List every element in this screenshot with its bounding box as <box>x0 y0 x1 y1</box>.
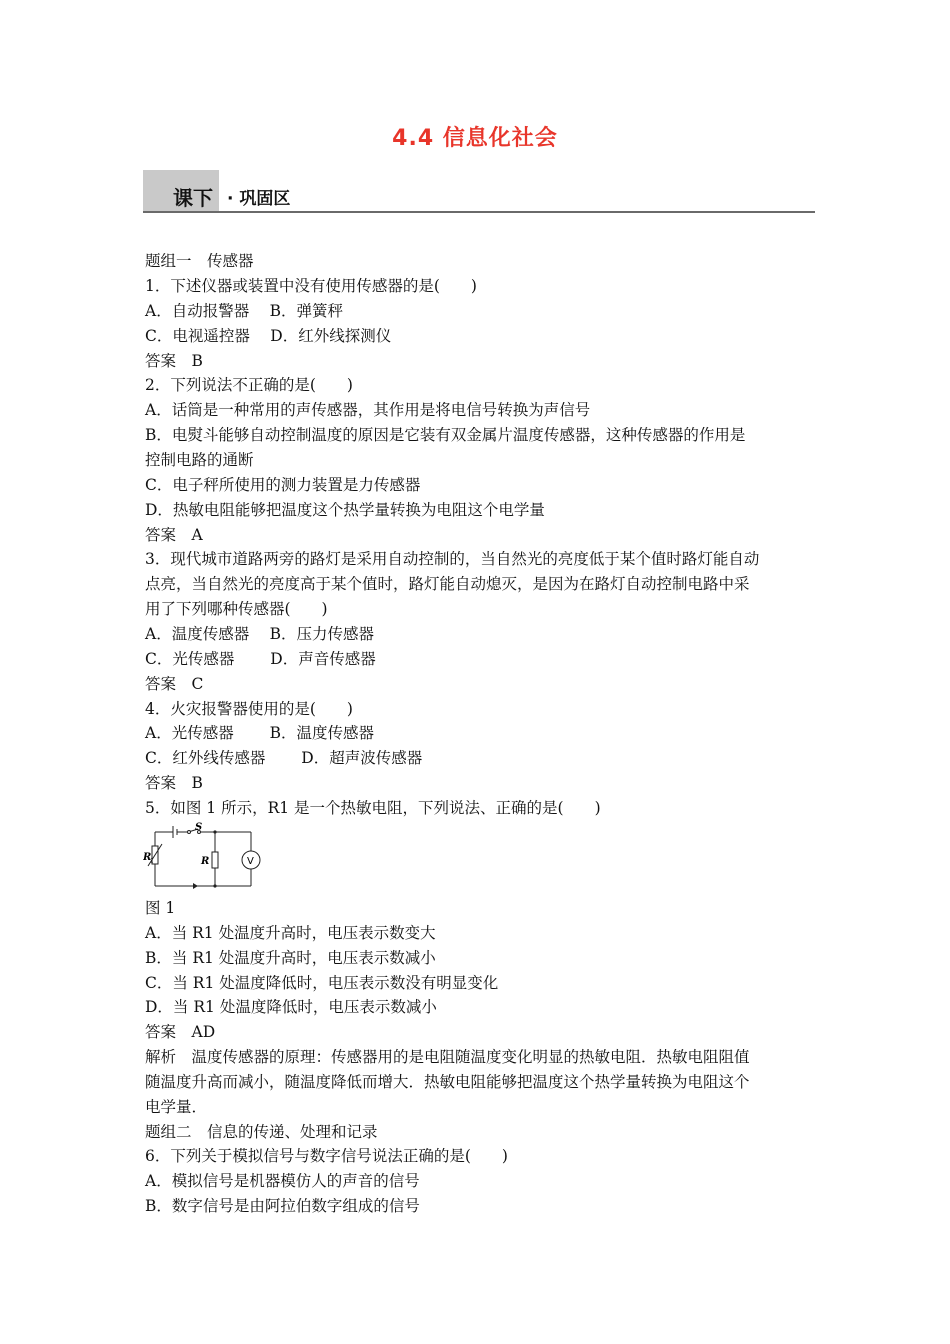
group-heading-sensors: 题组一 传感器 <box>145 252 254 270</box>
question-1-options-cd: C．电视遥控器 D．红外线探测仪 <box>145 327 392 345</box>
voltmeter-label: V <box>247 856 254 867</box>
figure-caption: 图 1 <box>145 899 176 917</box>
banner-main-label: 课下 <box>173 186 213 210</box>
section-banner <box>143 170 815 214</box>
question-5-option-d: D．当 R1 处温度降低时，电压表示数减小 <box>145 998 437 1016</box>
question-2-option-d: D．热敏电阻能够把温度这个热学量转换为电阻这个电学量 <box>145 501 545 519</box>
question-4-options-cd: C．红外线传感器 D．超声波传感器 <box>145 749 423 767</box>
question-2-option-b: B．电熨斗能够自动控制温度的原因是它装有双金属片温度传感器，这种传感器的作用是 <box>145 426 746 444</box>
question-1-options-ab: A．自动报警器 B．弹簧秤 <box>145 302 344 320</box>
question-3-options-cd: C．光传感器 D．声音传感器 <box>145 650 376 668</box>
question-5-explanation-cont-1: 随温度升高而减小，随温度降低而增大．热敏电阻能够把温度这个热学量转换为电阻这个 <box>145 1073 750 1091</box>
question-4-answer: 答案 B <box>145 774 203 792</box>
question-6-option-a: A．模拟信号是机器模仿人的声音的信号 <box>145 1172 420 1190</box>
question-2-option-b-cont: 控制电路的通断 <box>145 451 254 469</box>
question-3-cont-1: 点亮，当自然光的亮度高于某个值时，路灯能自动熄灭，是因为在路灯自动控制电路中采 <box>145 575 750 593</box>
question-1: 1．下述仪器或装置中没有使用传感器的是( ) <box>145 277 477 295</box>
question-3-options-ab: A．温度传感器 B．压力传感器 <box>145 625 375 643</box>
question-5-option-c: C．当 R1 处温度降低时，电压表示数没有明显变化 <box>145 974 499 992</box>
question-2-option-c: C．电子秤所使用的测力装置是力传感器 <box>145 476 421 494</box>
question-3-answer: 答案 C <box>145 675 204 693</box>
circuit-diagram <box>143 822 265 892</box>
question-1-answer: 答案 B <box>145 352 203 370</box>
banner-sub-label: · 巩固区 <box>227 189 291 209</box>
question-5-option-a: A．当 R1 处温度升高时，电压表示数变大 <box>145 924 436 942</box>
question-6-option-b: B．数字信号是由阿拉伯数字组成的信号 <box>145 1197 420 1215</box>
question-2-answer: 答案 A <box>145 526 203 544</box>
question-3: 3．现代城市道路两旁的路灯是采用自动控制的，当自然光的亮度低于某个值时路灯能自动 <box>145 550 760 568</box>
switch-label: S <box>195 822 203 833</box>
question-5-option-b: B．当 R1 处温度升高时，电压表示数减小 <box>145 949 436 967</box>
question-4: 4．火灾报警器使用的是( ) <box>145 700 353 718</box>
question-2-option-a: A．话筒是一种常用的声传感器，其作用是将电信号转换为声信号 <box>145 401 591 419</box>
resistor-label: R <box>201 856 210 867</box>
question-5-answer: 答案 AD <box>145 1023 216 1041</box>
thermistor-label: R <box>143 852 152 863</box>
question-6: 6．下列关于模拟信号与数字信号说法正确的是( ) <box>145 1147 508 1165</box>
question-5-explanation: 解析 温度传感器的原理：传感器用的是电阻随温度变化明显的热敏电阻．热敏电阻阻值 <box>145 1048 750 1066</box>
question-5: 5．如图 1 所示，R1 是一个热敏电阻，下列说法、正确的是( ) <box>145 799 601 817</box>
page-title: 4.4 信息化社会 <box>392 126 558 151</box>
question-2: 2．下列说法不正确的是( ) <box>145 376 353 394</box>
question-3-cont-2: 用了下列哪种传感器( ) <box>145 600 328 618</box>
group-heading-information: 题组二 信息的传递、处理和记录 <box>145 1123 378 1141</box>
banner-divider <box>143 211 815 213</box>
question-5-explanation-cont-2: 电学量． <box>145 1098 208 1116</box>
question-4-options-ab: A．光传感器 B．温度传感器 <box>145 724 375 742</box>
thermistor-label-subscript: 1 <box>150 858 154 865</box>
